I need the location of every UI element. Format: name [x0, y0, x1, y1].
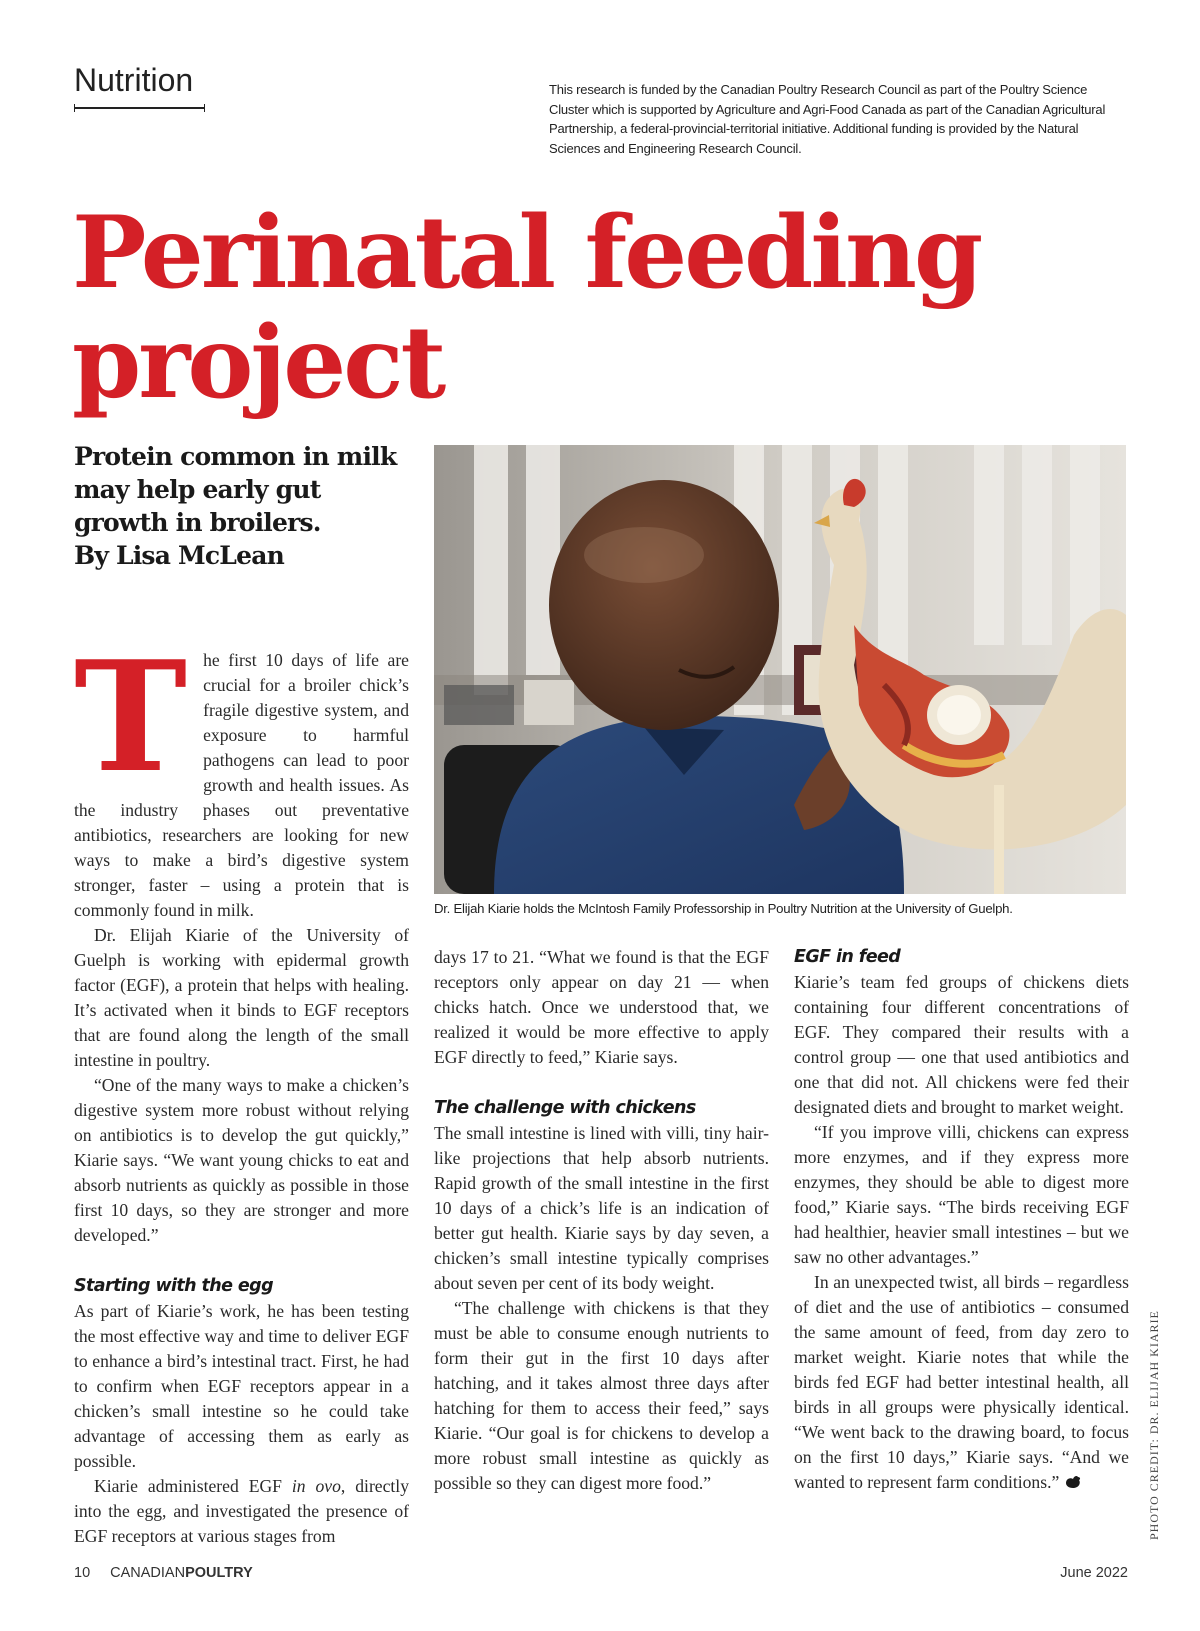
paragraph — [74, 1474, 409, 1549]
byline: By Lisa McLean — [74, 541, 284, 570]
headline-line-1: Perinatal feeding — [72, 195, 981, 311]
photo-credit: PHOTO CREDIT: DR. ELIJAH KIARIE — [1147, 1310, 1161, 1540]
paragraph — [794, 1270, 1129, 1495]
page-footer-left — [74, 1565, 253, 1581]
body-column-2 — [434, 945, 769, 1496]
funding-note: This research is funded by the Canadian Poultry Research Council as part of the Poultry Science Cluster which is supported by Agriculture and Agri-Food Canada as part of the Canadian Agricultural Partnership, a federal-provincial-territorial initiative. Additional funding is provided by the Natural Sciences and Engineering Research Council. — [549, 82, 1106, 156]
emphasis-in-ovo: in ovo — [291, 1476, 341, 1496]
paragraph-text: Kiarie administered EGF — [94, 1476, 292, 1496]
paragraph: “One of the many ways to make a chicken’s digestive system more robust without relying on antibiotics is to develop the gut quickly,” Kiarie says. “We want young chicks to eat and absorb nutrients as quickly as possible in those first 10 days, so they are stronger and more developed.” — [74, 1075, 409, 1245]
paragraph: As part of Kiarie’s work, he has been testing the most effective way and time to deliver EGF to enhance a bird’s intestinal tract. First, he had to confirm when EGF receptors appear in a chicken’s small intestine so he could take advantage of accessing them as early as possible. — [74, 1301, 409, 1471]
subheading-egf-in-feed: EGF in feed — [794, 947, 901, 967]
issue-date: June 2022 — [1060, 1565, 1128, 1581]
section-label: Nutrition — [74, 62, 194, 98]
researcher-with-chicken-model-image — [434, 445, 1126, 894]
article-headline — [72, 195, 1152, 421]
page-number: 10 — [74, 1565, 91, 1581]
publication-name-light: CANADIAN — [110, 1565, 186, 1581]
subheading-starting-with-egg: Starting with the egg — [74, 1276, 274, 1296]
subheading-challenge-with-chickens: The challenge with chickens — [434, 1098, 696, 1118]
deck-text: Protein common in milk may help early gut growth in broilers. — [74, 442, 397, 537]
paragraph: days 17 to 21. “What we found is that the EGF receptors only appear on day 21 — when chicks hatch. Once we understood that, we realized it would be more effective to apply EGF directly to feed,” Kiarie says. — [434, 947, 769, 1067]
photo-caption: Dr. Elijah Kiarie holds the McIntosh Family Professorship in Poultry Nutrition at the University of Guelph. — [434, 901, 1013, 916]
paragraph: “If you improve villi, chickens can express more enzymes, and if they express more enzymes, they should be able to digest more food,” Kiarie says. “The birds receiving EGF had healthier, heavier small intestines – but we saw no other advantages.” — [794, 1122, 1129, 1267]
publication-name-bold: POULTRY — [185, 1565, 253, 1581]
paragraph: Kiarie’s team fed groups of chickens diets containing four different concentrations of EGF. They compared their results with a control group — one that used antibiotics and one that did not. All chickens were fed their designated diets and brought to market weight. — [794, 972, 1129, 1117]
paragraph-text: In an unexpected twist, all birds – regardless of diet and the use of antibiotics – consumed the same amount of feed, from day zero to market weight. Kiarie notes that while the birds fed EGF had better intestinal health, all birds in all groups were physically identical. “We went back to the drawing board, to focus on the first 10 days,” Kiarie says. “And we wanted to represent farm conditions.” — [794, 1272, 1129, 1492]
paragraph: “The challenge with chickens is that they must be able to consume enough nutrients to form their gut in the first 10 days after hatching, and it takes almost three days after hatching for them to access their feed,” says Kiarie. “Our goal is for chickens to develop a more robust small intestine as quickly as possible so they can digest more food.” — [434, 1298, 769, 1493]
paragraph: The small intestine is lined with villi, tiny hair-like projections that help absorb nutrients. Rapid growth of the small intestine in the first 10 days of a chick’s life is an indication of better gut health. Kiarie says by day seven, a chicken’s small intestine typically comprises about seven per cent of its body weight. — [434, 1123, 769, 1293]
article-deck — [74, 440, 404, 572]
paragraph-text: , directly into the egg, and investigated the presence of EGF receptors at various stages from — [74, 1476, 409, 1546]
article-photo — [434, 445, 1126, 894]
body-column-1 — [74, 627, 409, 1549]
paragraph: he first 10 days of life are crucial for a broiler chick’s fragile digestive system, and exposure to harmful pathogens can lead to poor growth and health issues. As the industry phases out preventative antibiotics, researchers are looking for new ways to make a bird’s digestive system stronger, faster – using a protein that is commonly found in milk. — [74, 650, 409, 920]
body-column-3 — [794, 945, 1129, 1495]
headline-line-2: project — [72, 305, 444, 421]
drop-cap: T — [74, 627, 188, 806]
section-underline — [74, 107, 205, 109]
chicken-silhouette-icon — [1064, 1475, 1082, 1489]
paragraph: Dr. Elijah Kiarie of the University of Guelph is working with epidermal growth factor (EGF), a protein that helps with healing. It’s activated when it binds to EGF receptors that are found along the length of the small intestine in poultry. — [74, 925, 409, 1070]
